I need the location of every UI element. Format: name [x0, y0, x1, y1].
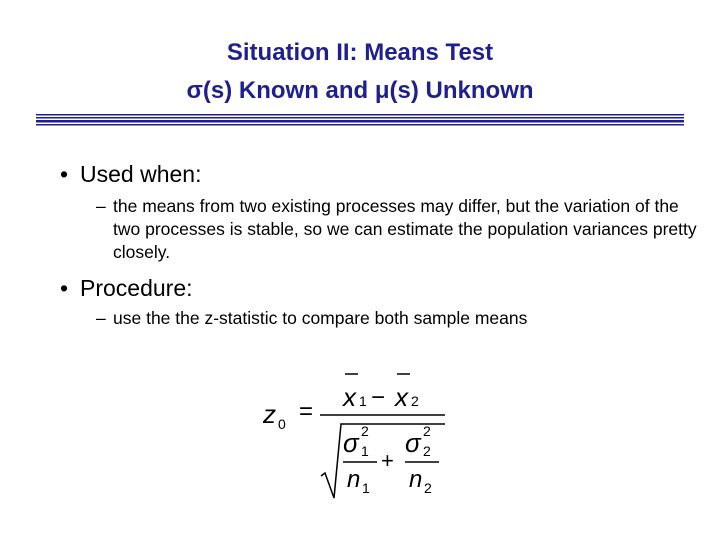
formula-sigma1-superscript: 2 [361, 423, 369, 439]
formula-sigma1: σ [343, 428, 359, 458]
formula-sigma2-superscript: 2 [423, 423, 431, 439]
sub-bullet-procedure [96, 307, 706, 330]
bullet-label: Procedure: [80, 275, 193, 301]
formula-xbar2: x [395, 382, 408, 412]
formula-xbar1: x [343, 382, 356, 412]
formula-z: z [263, 399, 276, 429]
sub-bullet-marker: – [96, 196, 106, 216]
formula-equals: = [299, 398, 314, 425]
sub-bullet-text: use the the z-statistic to compare both sample means [113, 308, 528, 328]
formula-n2: n [409, 466, 423, 493]
formula-sigma2-subscript: 2 [423, 443, 431, 459]
bullet-label: Used when: [80, 161, 202, 187]
sub-bullet-used-when [96, 195, 706, 264]
formula-minus: − [371, 384, 386, 411]
z-statistic-formula [255, 360, 465, 510]
sub-bullet-marker: – [96, 308, 106, 328]
title-divider-rules [36, 114, 684, 128]
formula-sigma2: σ [405, 428, 421, 458]
bullet-marker: • [60, 275, 69, 301]
formula-xbar2-subscript: 2 [411, 393, 419, 409]
formula-xbar1-subscript: 1 [359, 393, 367, 409]
bullet-used-when [60, 160, 201, 188]
formula-n2-subscript: 2 [424, 480, 432, 496]
bullet-marker: • [60, 161, 69, 187]
formula-plus: + [381, 448, 394, 473]
formula-n1-subscript: 1 [362, 480, 370, 496]
sub-bullet-text: the means from two existing processes may differ, but the variation of the two processes is stable, so we can estimate the population variances pretty closely. [113, 196, 697, 262]
slide-title-line-2: σ(s) Known and μ(s) Unknown [186, 77, 534, 104]
formula-z-subscript: 0 [278, 416, 286, 432]
formula-sigma1-subscript: 1 [361, 443, 369, 459]
formula-n1: n [347, 466, 361, 493]
slide-title-line-1: Situation II: Means Test [226, 39, 494, 66]
bullet-procedure [60, 274, 193, 302]
